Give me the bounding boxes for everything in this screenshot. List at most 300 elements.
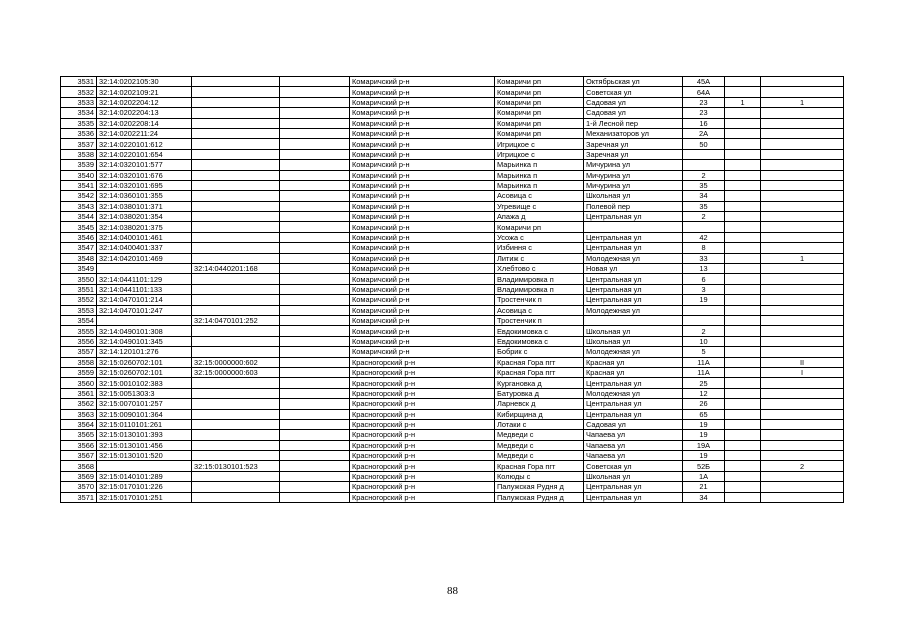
house-number-cell [683,222,725,232]
row-number-cell: 3549 [61,264,97,274]
parent-cadastral-number-cell [192,97,280,107]
settlement-cell: Медведи с [495,440,584,450]
flag-cell-1 [725,243,761,253]
cadastral-number-cell: 32:14:0400401:337 [97,243,192,253]
flag-cell-1 [725,326,761,336]
parent-cadastral-number-cell [192,253,280,263]
table-row [61,399,844,409]
row-number-cell: 3534 [61,108,97,118]
flag-cell-2: I [761,367,844,377]
cadastral-number-cell [97,264,192,274]
street-cell: Молодежная ул [584,388,683,398]
flag-cell-2 [761,315,844,325]
street-cell: Центральная ул [584,284,683,294]
settlement-cell: Угревище с [495,201,584,211]
parent-cadastral-number-cell [192,160,280,170]
empty-cell [280,118,350,128]
settlement-cell: Комаричи рп [495,108,584,118]
flag-cell-2 [761,232,844,242]
table-row [61,77,844,87]
settlement-cell: Кургановка д [495,378,584,388]
street-cell: Центральная ул [584,492,683,502]
empty-cell [280,326,350,336]
district-cell: Красногорский р-н [350,419,495,429]
cadastral-number-cell: 32:15:0130101:520 [97,451,192,461]
flag-cell-1 [725,201,761,211]
flag-cell-2 [761,139,844,149]
table-row [61,482,844,492]
flag-cell-2 [761,212,844,222]
row-number-cell: 3544 [61,212,97,222]
street-cell: Центральная ул [584,232,683,242]
flag-cell-2 [761,399,844,409]
house-number-cell: 42 [683,232,725,242]
settlement-cell: Марьинка п [495,180,584,190]
table-row [61,430,844,440]
table-row [61,201,844,211]
empty-cell [280,77,350,87]
district-cell: Комаричский р-н [350,274,495,284]
flag-cell-2: 1 [761,97,844,107]
table-row [61,471,844,481]
street-cell: Чапаева ул [584,440,683,450]
flag-cell-2 [761,191,844,201]
street-cell: Мичурина ул [584,180,683,190]
street-cell: Новая ул [584,264,683,274]
parent-cadastral-number-cell [192,399,280,409]
parent-cadastral-number-cell [192,295,280,305]
settlement-cell: Колюды с [495,471,584,481]
empty-cell [280,97,350,107]
district-cell: Комаричский р-н [350,232,495,242]
table-row [61,243,844,253]
empty-cell [280,388,350,398]
flag-cell-2 [761,388,844,398]
flag-cell-2 [761,419,844,429]
table-row [61,253,844,263]
flag-cell-1 [725,492,761,502]
settlement-cell: Владимировка п [495,284,584,294]
parent-cadastral-number-cell [192,409,280,419]
district-cell: Красногорский р-н [350,409,495,419]
parent-cadastral-number-cell [192,128,280,138]
flag-cell-1 [725,264,761,274]
empty-cell [280,274,350,284]
empty-cell [280,108,350,118]
street-cell: Молодежная ул [584,253,683,263]
parent-cadastral-number-cell [192,170,280,180]
parent-cadastral-number-cell [192,118,280,128]
row-number-cell: 3555 [61,326,97,336]
settlement-cell: Кибирщина д [495,409,584,419]
settlement-cell: Красная Гора пгт [495,357,584,367]
settlement-cell: Комаричи рп [495,128,584,138]
street-cell: 1-й Лесной пер [584,118,683,128]
district-cell: Комаричский р-н [350,305,495,315]
empty-cell [280,336,350,346]
district-cell: Красногорский р-н [350,440,495,450]
settlement-cell: Евдокимовка с [495,326,584,336]
row-number-cell: 3570 [61,482,97,492]
house-number-cell: 8 [683,243,725,253]
parent-cadastral-number-cell [192,232,280,242]
parent-cadastral-number-cell: 32:14:0470101:252 [192,315,280,325]
flag-cell-2: 2 [761,461,844,471]
flag-cell-1 [725,170,761,180]
empty-cell [280,87,350,97]
cadastral-number-cell: 32:15:0070101:257 [97,399,192,409]
settlement-cell: Батуровка д [495,388,584,398]
cadastral-number-cell: 32:15:0130101:393 [97,430,192,440]
empty-cell [280,492,350,502]
row-number-cell: 3560 [61,378,97,388]
cadastral-number-cell: 32:15:0010102:383 [97,378,192,388]
district-cell: Красногорский р-н [350,357,495,367]
district-cell: Комаричский р-н [350,128,495,138]
row-number-cell: 3538 [61,149,97,159]
street-cell: Чапаева ул [584,451,683,461]
cadastral-number-cell: 32:14:0380101:371 [97,201,192,211]
district-cell: Комаричский р-н [350,243,495,253]
parent-cadastral-number-cell [192,326,280,336]
empty-cell [280,212,350,222]
row-number-cell: 3540 [61,170,97,180]
flag-cell-2 [761,160,844,170]
flag-cell-2 [761,128,844,138]
table-row [61,419,844,429]
empty-cell [280,367,350,377]
parent-cadastral-number-cell [192,482,280,492]
cadastral-number-cell: 32:14:0400101:461 [97,232,192,242]
row-number-cell: 3548 [61,253,97,263]
parent-cadastral-number-cell [192,347,280,357]
table-row [61,451,844,461]
table-row [61,191,844,201]
cadastral-number-cell: 32:15:0140101:289 [97,471,192,481]
street-cell: Садовая ул [584,97,683,107]
row-number-cell: 3554 [61,315,97,325]
street-cell: Мичурина ул [584,160,683,170]
flag-cell-2 [761,149,844,159]
table-row [61,315,844,325]
empty-cell [280,264,350,274]
house-number-cell: 19 [683,295,725,305]
cadastral-number-cell: 32:14:0202204:13 [97,108,192,118]
street-cell [584,222,683,232]
district-cell: Комаричский р-н [350,336,495,346]
settlement-cell: Игрицкое с [495,139,584,149]
parent-cadastral-number-cell: 32:15:0130101:523 [192,461,280,471]
row-number-cell: 3551 [61,284,97,294]
settlement-cell: Марьинка п [495,160,584,170]
row-number-cell: 3558 [61,357,97,367]
table-row [61,409,844,419]
district-cell: Комаричский р-н [350,108,495,118]
street-cell: Заречная ул [584,149,683,159]
flag-cell-2 [761,118,844,128]
parent-cadastral-number-cell [192,139,280,149]
parent-cadastral-number-cell: 32:15:0000000:603 [192,367,280,377]
parent-cadastral-number-cell [192,243,280,253]
settlement-cell: Асовица с [495,191,584,201]
row-number-cell: 3563 [61,409,97,419]
cadastral-number-cell: 32:14:0202204:12 [97,97,192,107]
street-cell: Центральная ул [584,399,683,409]
house-number-cell: 33 [683,253,725,263]
empty-cell [280,170,350,180]
empty-cell [280,295,350,305]
settlement-cell: Комаричи рп [495,118,584,128]
table-row [61,336,844,346]
registry-table-body [61,77,844,503]
house-number-cell: 19 [683,451,725,461]
table-row [61,160,844,170]
table-row [61,87,844,97]
flag-cell-2 [761,180,844,190]
house-number-cell: 26 [683,399,725,409]
table-row [61,274,844,284]
flag-cell-2 [761,378,844,388]
row-number-cell: 3543 [61,201,97,211]
empty-cell [280,430,350,440]
district-cell: Комаричский р-н [350,222,495,232]
cadastral-number-cell: 32:14:0441101:129 [97,274,192,284]
table-row [61,170,844,180]
cadastral-number-cell: 32:14:0220101:612 [97,139,192,149]
flag-cell-1 [725,128,761,138]
empty-cell [280,128,350,138]
cadastral-number-cell: 32:14:0320101:695 [97,180,192,190]
empty-cell [280,191,350,201]
table-row [61,139,844,149]
settlement-cell: Избиння с [495,243,584,253]
district-cell: Комаричский р-н [350,191,495,201]
flag-cell-1 [725,378,761,388]
flag-cell-2 [761,471,844,481]
cadastral-number-cell: 32:15:0051303:3 [97,388,192,398]
street-cell: Центральная ул [584,274,683,284]
row-number-cell: 3545 [61,222,97,232]
flag-cell-2 [761,482,844,492]
street-cell: Центральная ул [584,378,683,388]
district-cell: Комаричский р-н [350,212,495,222]
house-number-cell: 3 [683,284,725,294]
cadastral-number-cell: 32:14:0320101:676 [97,170,192,180]
empty-cell [280,440,350,450]
flag-cell-1 [725,430,761,440]
table-row [61,367,844,377]
district-cell: Красногорский р-н [350,471,495,481]
flag-cell-1 [725,305,761,315]
empty-cell [280,315,350,325]
street-cell: Заречная ул [584,139,683,149]
house-number-cell: 25 [683,378,725,388]
row-number-cell: 3557 [61,347,97,357]
cadastral-number-cell [97,315,192,325]
house-number-cell: 2 [683,212,725,222]
parent-cadastral-number-cell [192,451,280,461]
district-cell: Комаричский р-н [350,180,495,190]
parent-cadastral-number-cell [192,305,280,315]
flag-cell-1 [725,160,761,170]
table-row [61,180,844,190]
house-number-cell: 64А [683,87,725,97]
house-number-cell [683,149,725,159]
parent-cadastral-number-cell [192,222,280,232]
empty-cell [280,409,350,419]
district-cell: Комаричский р-н [350,170,495,180]
district-cell: Комаричский р-н [350,326,495,336]
cadastral-number-cell: 32:15:0170101:251 [97,492,192,502]
table-row [61,264,844,274]
flag-cell-1 [725,222,761,232]
district-cell: Комаричский р-н [350,315,495,325]
cadastral-number-cell: 32:14:0470101:247 [97,305,192,315]
settlement-cell: Бобрик с [495,347,584,357]
empty-cell [280,482,350,492]
cadastral-number-cell: 32:14:0420101:469 [97,253,192,263]
parent-cadastral-number-cell [192,492,280,502]
district-cell: Красногорский р-н [350,367,495,377]
district-cell: Комаричский р-н [350,149,495,159]
flag-cell-2 [761,492,844,502]
parent-cadastral-number-cell [192,180,280,190]
parent-cadastral-number-cell [192,336,280,346]
flag-cell-1 [725,336,761,346]
flag-cell-1 [725,399,761,409]
street-cell: Чапаева ул [584,430,683,440]
row-number-cell: 3532 [61,87,97,97]
cadastral-number-cell: 32:15:0130101:456 [97,440,192,450]
empty-cell [280,378,350,388]
street-cell: Красная ул [584,367,683,377]
street-cell: Центральная ул [584,243,683,253]
flag-cell-1 [725,87,761,97]
table-row [61,97,844,107]
row-number-cell: 3565 [61,430,97,440]
row-number-cell: 3537 [61,139,97,149]
flag-cell-1 [725,367,761,377]
street-cell: Центральная ул [584,212,683,222]
district-cell: Комаричский р-н [350,139,495,149]
empty-cell [280,419,350,429]
flag-cell-1 [725,191,761,201]
flag-cell-2 [761,305,844,315]
settlement-cell: Тростенчик п [495,295,584,305]
flag-cell-1 [725,471,761,481]
district-cell: Красногорский р-н [350,482,495,492]
empty-cell [280,347,350,357]
cadastral-number-cell: 32:14:0202109:21 [97,87,192,97]
table-row [61,461,844,471]
house-number-cell: 19 [683,419,725,429]
table-row [61,388,844,398]
house-number-cell: 2А [683,128,725,138]
empty-cell [280,471,350,481]
row-number-cell: 3566 [61,440,97,450]
parent-cadastral-number-cell [192,149,280,159]
parent-cadastral-number-cell: 32:14:0440201:168 [192,264,280,274]
cadastral-number-cell: 32:15:0110101:261 [97,419,192,429]
settlement-cell: Ларневск д [495,399,584,409]
street-cell: Садовая ул [584,419,683,429]
row-number-cell: 3533 [61,97,97,107]
flag-cell-2 [761,409,844,419]
house-number-cell: 19 [683,430,725,440]
table-row [61,378,844,388]
flag-cell-1 [725,315,761,325]
row-number-cell: 3536 [61,128,97,138]
house-number-cell: 5 [683,347,725,357]
parent-cadastral-number-cell [192,108,280,118]
row-number-cell: 3553 [61,305,97,315]
house-number-cell: 12 [683,388,725,398]
parent-cadastral-number-cell [192,191,280,201]
table-row [61,284,844,294]
house-number-cell: 13 [683,264,725,274]
settlement-cell: Палужская Рудня д [495,482,584,492]
flag-cell-1 [725,461,761,471]
parent-cadastral-number-cell [192,77,280,87]
row-number-cell: 3571 [61,492,97,502]
flag-cell-1 [725,388,761,398]
house-number-cell: 34 [683,492,725,502]
registry-table [60,76,844,503]
table-row [61,357,844,367]
table-row [61,118,844,128]
flag-cell-2 [761,201,844,211]
table-row [61,149,844,159]
street-cell: Центральная ул [584,295,683,305]
settlement-cell: Тростенчик п [495,315,584,325]
district-cell: Красногорский р-н [350,430,495,440]
settlement-cell: Игрицкое с [495,149,584,159]
empty-cell [280,139,350,149]
house-number-cell: 34 [683,191,725,201]
table-row [61,305,844,315]
empty-cell [280,357,350,367]
cadastral-number-cell: 32:14:0490101:345 [97,336,192,346]
empty-cell [280,399,350,409]
house-number-cell: 2 [683,170,725,180]
street-cell: Советская ул [584,461,683,471]
flag-cell-2 [761,284,844,294]
cadastral-number-cell: 32:15:0170101:226 [97,482,192,492]
flag-cell-2 [761,108,844,118]
settlement-cell: Марьинка п [495,170,584,180]
street-cell: Молодежная ул [584,347,683,357]
parent-cadastral-number-cell [192,201,280,211]
row-number-cell: 3550 [61,274,97,284]
district-cell: Комаричский р-н [350,201,495,211]
flag-cell-1 [725,347,761,357]
empty-cell [280,180,350,190]
flag-cell-2 [761,430,844,440]
street-cell [584,315,683,325]
district-cell: Комаричский р-н [350,284,495,294]
flag-cell-1 [725,253,761,263]
row-number-cell: 3535 [61,118,97,128]
street-cell: Советская ул [584,87,683,97]
flag-cell-1 [725,139,761,149]
street-cell: Школьная ул [584,326,683,336]
table-row [61,326,844,336]
settlement-cell: Красная Гора пгт [495,367,584,377]
district-cell: Красногорский р-н [350,399,495,409]
district-cell: Комаричский р-н [350,118,495,128]
row-number-cell: 3562 [61,399,97,409]
house-number-cell: 35 [683,201,725,211]
